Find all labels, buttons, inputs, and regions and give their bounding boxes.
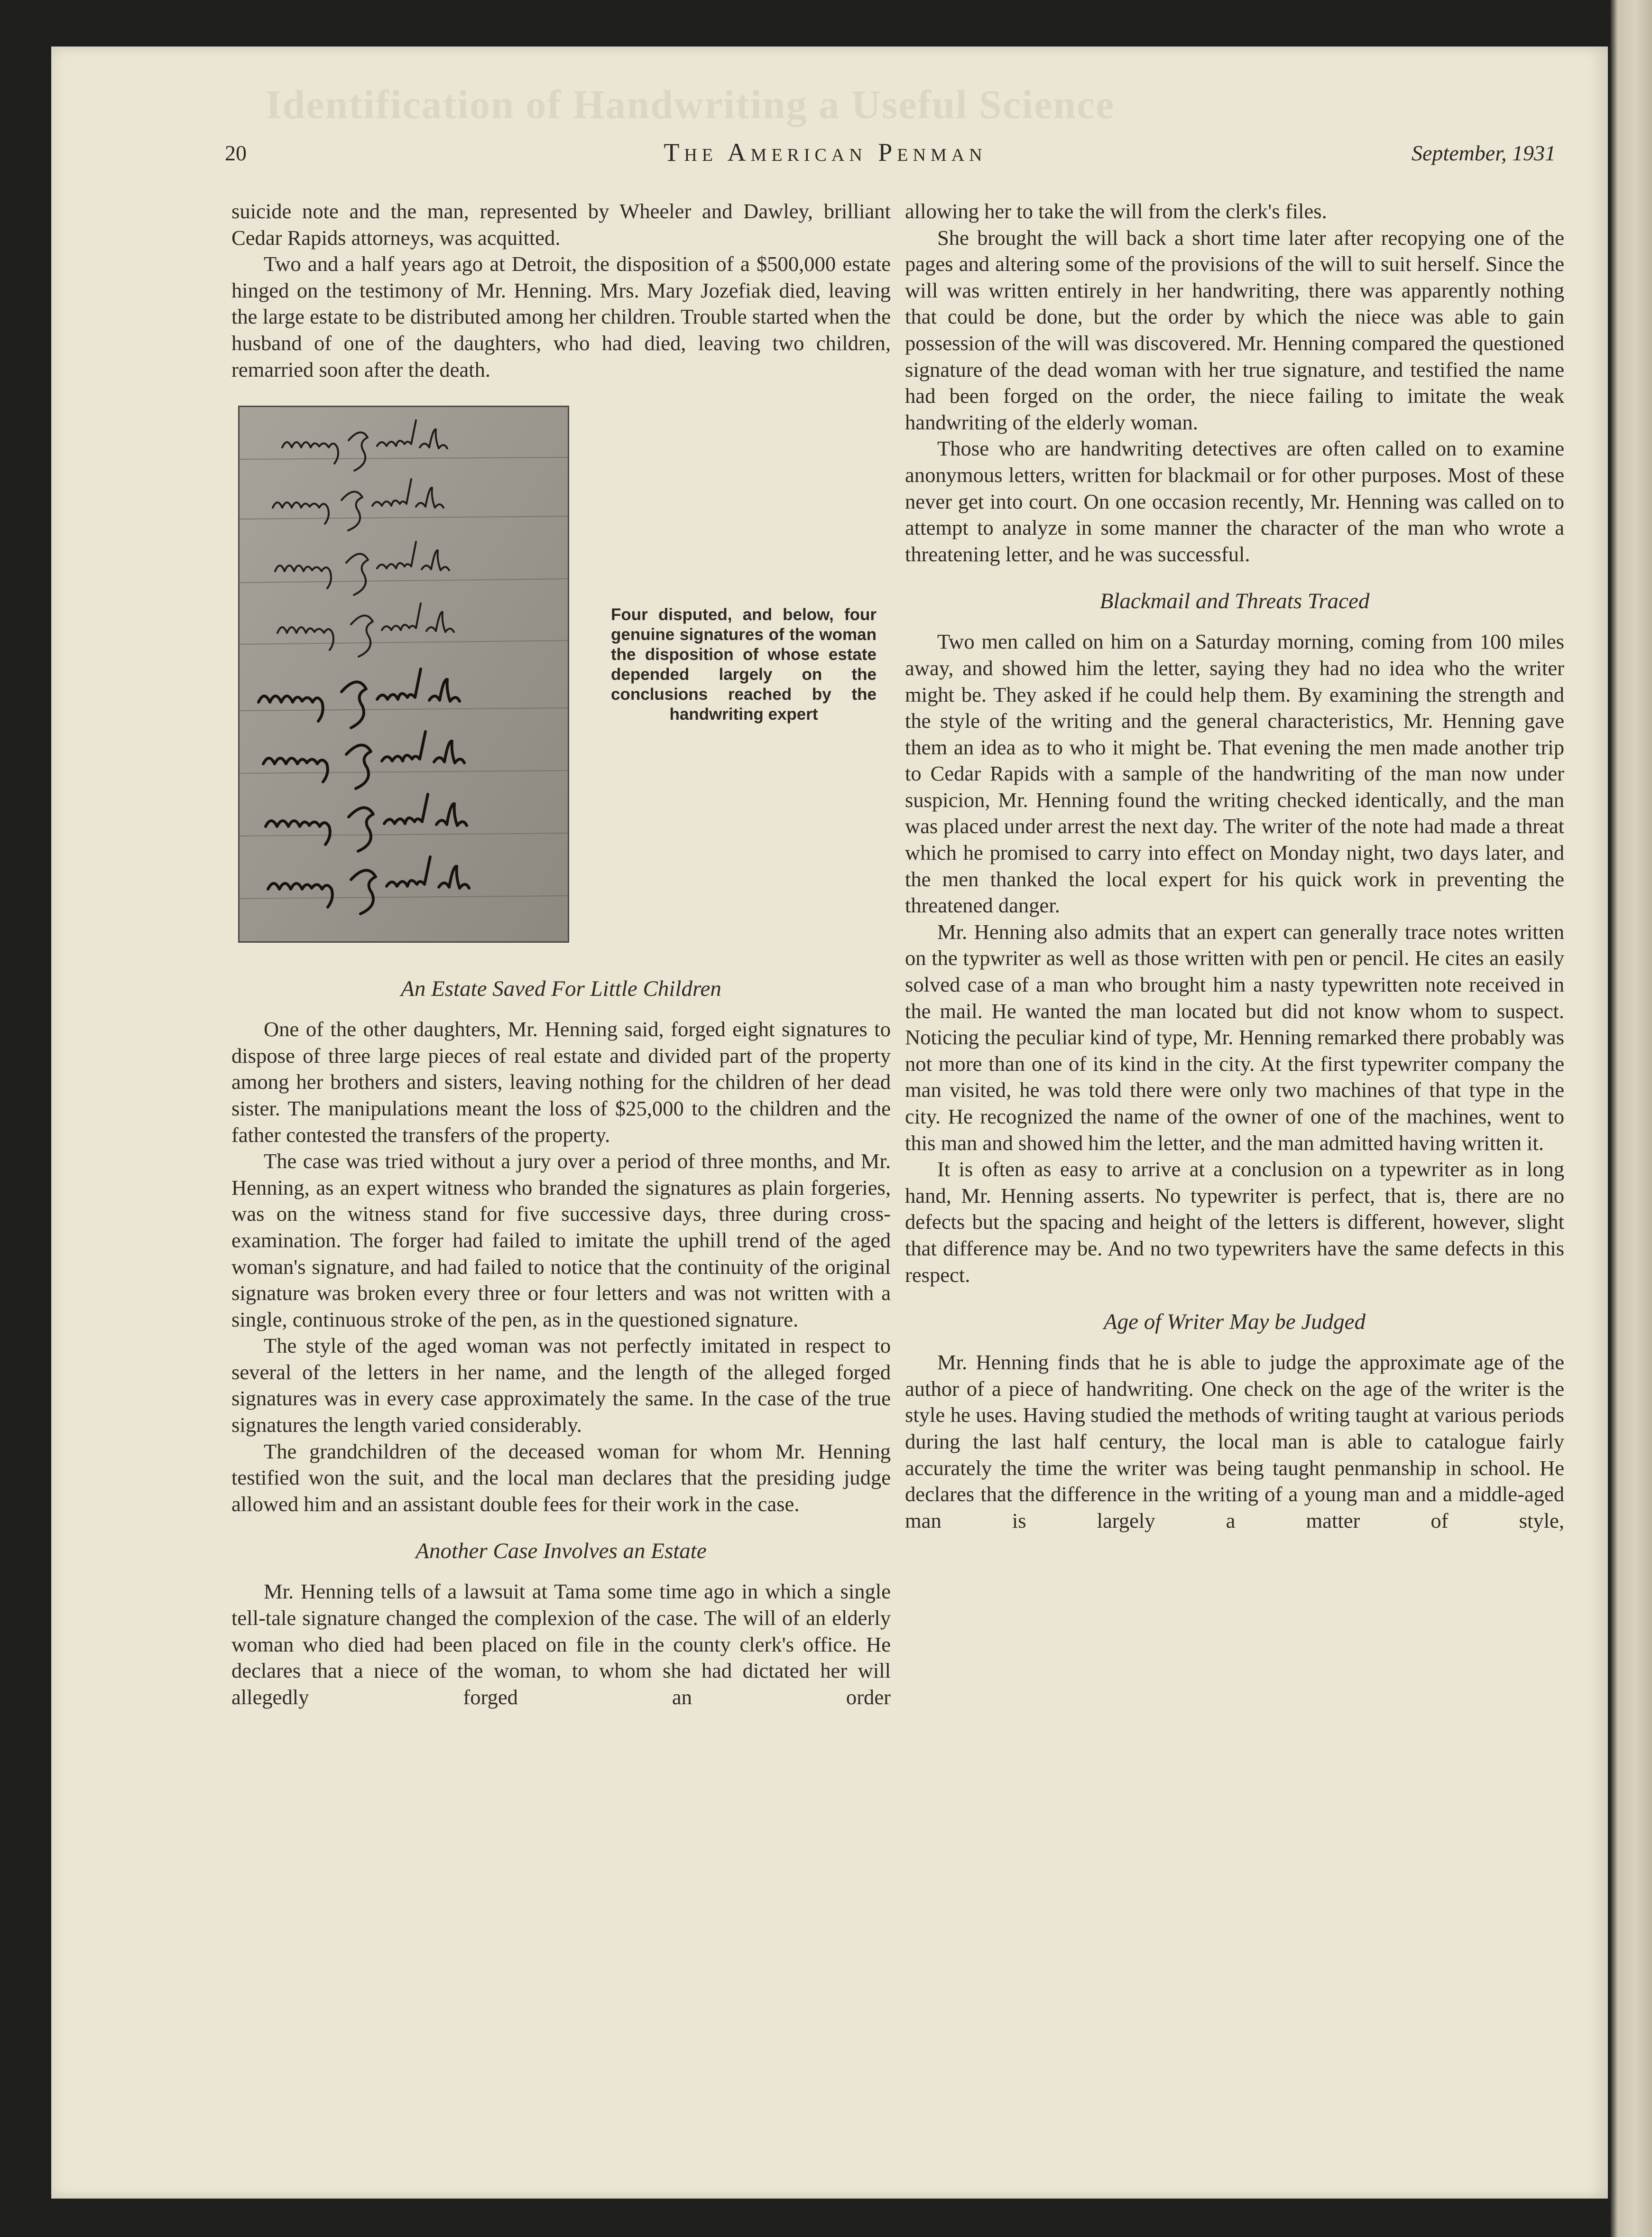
paragraph: Mr. Henning tells of a lawsuit at Tama some time ago in which a single tell-tale signature changed the complexion of the case. The will of an elderly woman who died had been placed on file in the county clerk's office. He declares that a niece of the woman, to whom she had dictated her will allegedly forged an order (231, 1579, 891, 1709)
section-heading: Another Case Involves an Estate (415, 1539, 707, 1564)
right-column (905, 198, 1564, 1534)
paragraph: One of the other daughters, Mr. Henning said, forged eight signatures to dispose of three large pieces of real estate and divided part of the property among her brothers and sisters, leaving nothing for the children of her dead sister. The manipulations meant the loss of $25,000 to the children and the father contested the transfers of the property. (231, 1017, 891, 1147)
issue-date: September, 1931 (1411, 141, 1556, 165)
next-page-edge (1610, 0, 1652, 2237)
section-heading: Blackmail and Threats Traced (1099, 589, 1370, 614)
paragraph: It is often as easy to arrive at a conclusion on a typewriter as in long hand, Mr. Henning asserts. No typewriter is perfect, that is, there are no defects but the spacing and height of the letters is different, however, slight that difference may be. And no two typewriters have the same defects in this respect. (905, 1157, 1564, 1287)
paragraph: She brought the will back a short time later after recopying one of the pages and altering some of the provisions of the will to suit herself. Since the will was written entirely in her handwriting, there was apparently nothing that could be done, but the order by which the niece was able to gain possession of the will was discovered. Mr. Henning compared the questioned signature of the dead woman with her true signature, and testified the name had been forged on the order, the niece failing to imitate the weak handwriting of the elderly woman. (905, 225, 1564, 434)
section-heading: Age of Writer May be Judged (1103, 1309, 1366, 1335)
paragraph: The style of the aged woman was not perfectly imitated in respect to several of the letters in her name, and the length of the alleged forged signatures was in every case approximately the same. In the case of the true signatures the length varied considerably. (231, 1334, 891, 1437)
bleed-through-heading: Identification of Handwriting a Useful Science (266, 82, 1115, 127)
paragraph: suicide note and the man, represented by Wheeler and Dawley, brilliant Cedar Rapids attorneys, was acquitted. (231, 199, 891, 250)
section-heading: An Estate Saved For Little Children (401, 976, 721, 1002)
paragraph: The case was tried without a jury over a period of three months, and Mr. Henning, as an expert witness who branded the signatures as plain forgeries, was on the witness stand for five successive days, three during cross-examination. The forger had failed to imitate the uphill trend of the aged woman's signature, and had failed to notice that the continuity of the original signature was broken every three or four letters and was not written with a single, continuous stroke of the pen, as in the questioned signature. (231, 1149, 891, 1331)
paragraph: Those who are handwriting detectives are often called on to examine anonymous letters, written for blackmail or for other purposes. Most of these never get into court. On one occasion recently, Mr. Henning was called on to attempt to analyze in some manner the character of the man who wrote a threatening letter, and he was successful. (905, 436, 1564, 566)
figure-caption: Four disputed, and below, four genuine signatures of the woman the disposition of whose estate depended largely on the conclusions reached by the handwriting expert (611, 605, 877, 724)
paragraph: Two and a half years ago at Detroit, the disposition of a $500,000 estate hinged on the testimony of Mr. Henning. Mrs. Mary Jozefiak died, leaving the large estate to be distributed among her children. Trouble started when the husband of one of the daughters, who had died, leaving two children, remarried soon after the death. (231, 252, 891, 381)
paragraph: Mr. Henning also admits that an expert can generally trace notes written on the typwriter as well as those written with pen or pencil. He cites an easily solved case of a man who brought him a nasty typewritten note received in the mail. He wanted the man located but did not know whom to suspect. Noticing the peculiar kind of type, Mr. Henning remarked there probably was not more than one of its kind in the city. At the first typewriter company the man visited, he was told there were only two machines of that type in the city. He recognized the name of the owner of one of the machines, went to this man and showed him the letter, and the man admitted having written it. (905, 919, 1564, 1155)
paragraph: Mr. Henning finds that he is able to judge the approximate age of the author of a piece of handwriting. One check on the age of the writer is the style he uses. Having studied the methods of writing taught at various periods during the last half century, the local man is able to catalogue fairly accurately the time the writer was being taught penmanship in school. He declares that the difference in the writing of a young man and a middle-aged man is largely a matter of style, (905, 1350, 1564, 1532)
signature-samples-image (238, 406, 569, 943)
journal-title: The American Penman (664, 138, 987, 167)
signature-figure (231, 406, 891, 954)
paragraph: allowing her to take the will from the clerk's files. (905, 199, 1327, 223)
paragraph: The grandchildren of the deceased woman for whom Mr. Henning testified won the suit, and the local man declares that the presiding judge allowed him and an assistant double fees for their work in the case. (231, 1439, 891, 1516)
paragraph: Two men called on him on a Saturday morning, coming from 100 miles away, and showed him the letter, saying they had no idea who the writer might be. They asked if he could help them. By examining the strength and the style of the writing and the general characteristics, Mr. Henning gave them an idea as to who it might be. That evening the men made another trip to Cedar Rapids with a sample of the handwriting of the man now under suspicion, Mr. Henning found the writing checked identically, and the man was placed under arrest the next day. The writer of the note had made a threat which he promised to carry into effect on Monday night, two days later, and the men thanked the local expert for his quick work in preventing the threatened danger. (905, 630, 1564, 918)
page-number: 20 (225, 141, 247, 165)
left-column (231, 198, 891, 1710)
